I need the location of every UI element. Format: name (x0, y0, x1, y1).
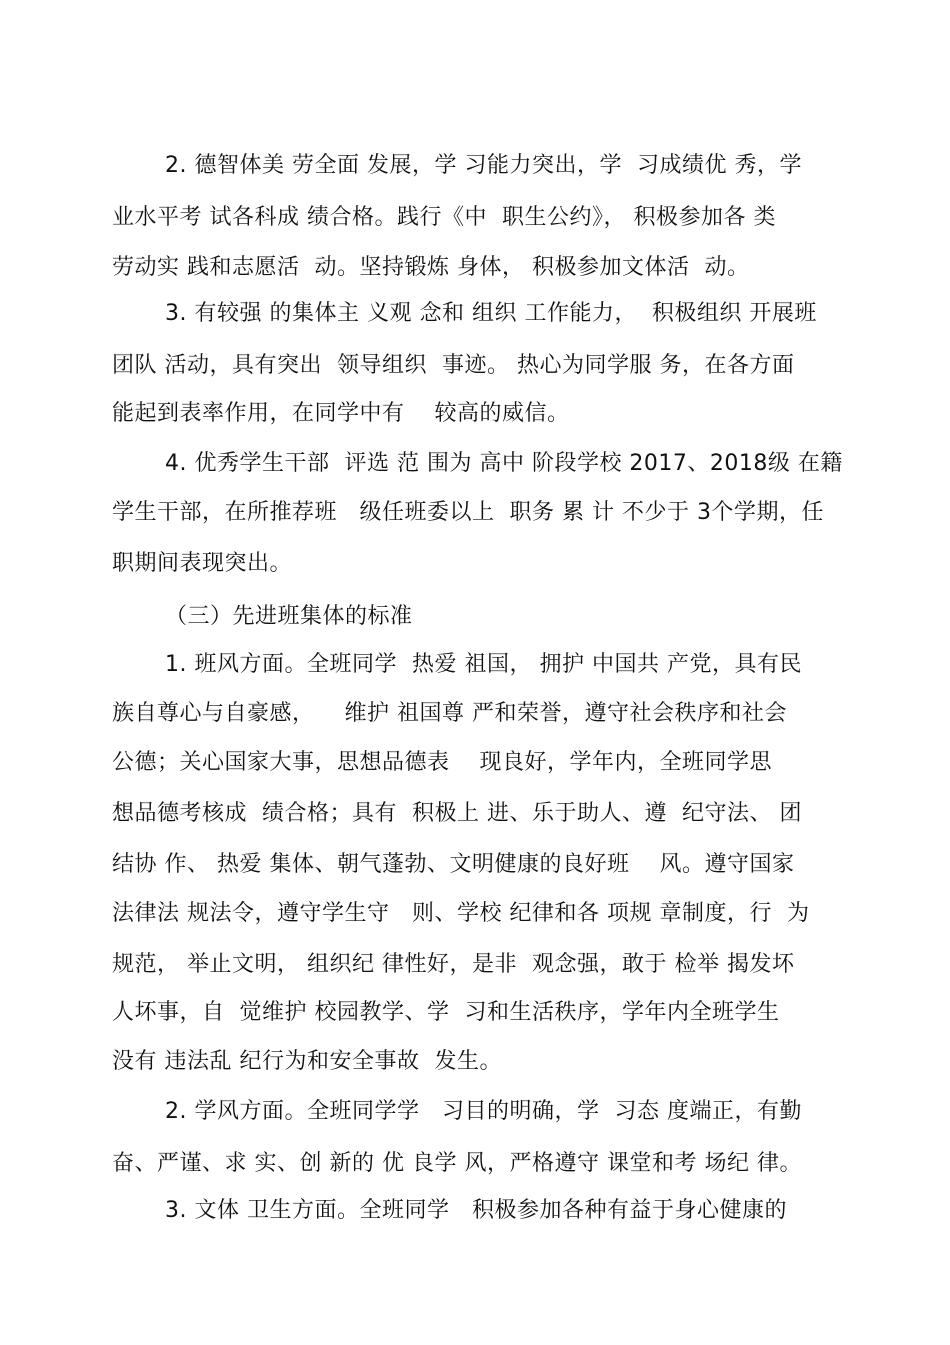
text-line-20: 2. 学风方面。全班同学学 习目的明确，学 习态 度端正，有勤 (165, 1099, 802, 1124)
text-line-8: 学生干部，在所推荐班 级任班委以上 职务 累 计 不少于 3个学期，任 (112, 500, 824, 525)
text-line-13: 公德；关心国家大事，思想品德表 现良好，学年内，全班同学思 (112, 750, 772, 775)
text-line-19: 没有 违法乱 纪行为和安全事故 发生。 (112, 1049, 502, 1074)
text-line-6: 能起到表率作用，在同学中有 较高的威信。 (112, 401, 570, 426)
text-line-1: 2. 德智体美 劳全面 发展，学 习能力突出，学 习成绩优 秀，学 (165, 153, 802, 178)
text-line-22: 3. 文体 卫生方面。全班同学 积极参加各种有益于身心健康的 (165, 1198, 787, 1223)
text-line-2: 业水平考 试各科成 绩合格。践行《中 职生公约》， 积极参加各 类 (112, 205, 776, 230)
text-line-3: 劳动实 践和志愿活 动。坚持锻炼 身体， 积极参加文体活 动。 (112, 255, 750, 280)
text-line-21: 奋、严谨、求 实、创 新的 优 良学 风，严格遵守 课堂和考 场纪 律。 (112, 1151, 802, 1176)
section-heading: （三）先进班集体的标准 (165, 604, 413, 629)
text-line-17: 规范， 举止文明， 组织纪 律性好，是非 观念强，敢于 检举 揭发坏 (112, 952, 795, 977)
text-line-15: 结协 作、 热爱 集体、朝气蓬勃、文明健康的良好班 风。遵守国家 (112, 852, 795, 877)
text-line-5: 团队 活动，具有突出 领导组织 事迹。 热心为同学服 务，在各方面 (112, 353, 795, 378)
text-line-18: 人坏事，自 觉维护 校园教学、学 习和生活秩序，学年内全班学生 (112, 1000, 780, 1025)
text-line-7: 4. 优秀学生干部 评选 范 围为 高中 阶段学校 2017、2018级 在籍 (165, 451, 843, 476)
text-line-9: 职期间表现突出。 (112, 551, 293, 576)
text-line-14: 想品德考核成 绩合格；具有 积极上 进、乐于助人、遵 纪守法、 团 (112, 801, 802, 826)
text-line-11: 1. 班风方面。全班同学 热爱 祖国， 拥护 中国共 产党，具有民 (165, 652, 802, 677)
text-line-16: 法律法 规法令，遵守学生守 则、学校 纪律和各 项规 章制度，行 为 (112, 901, 810, 926)
text-line-4: 3. 有较强 的集体主 义观 念和 组织 工作能力， 积极组织 开展班 (165, 301, 817, 326)
text-line-12: 族自尊心与自豪感， 维护 祖国尊 严和荣誉，遵守社会秩序和社会 (112, 701, 787, 726)
